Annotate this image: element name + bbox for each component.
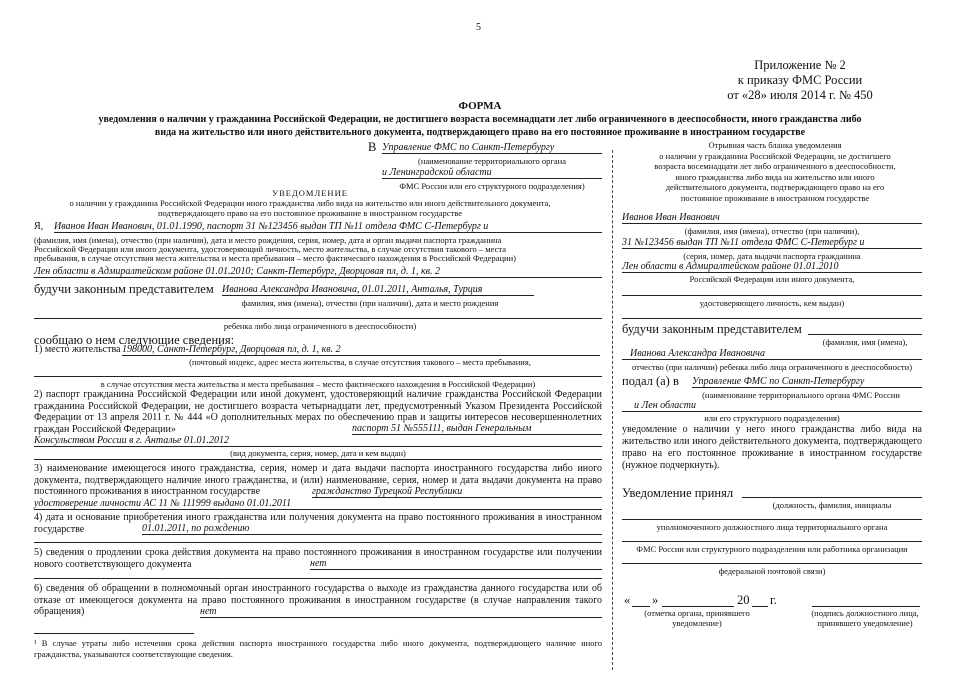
ya-caption-2: Российской Федерации или иного документа, удостоверяющий личность, место жительства, в случае отсутствия такового – места <box>34 244 507 254</box>
date-year-suffix: г. <box>770 593 777 607</box>
tear-heading-1: Отрывная часть бланка уведомления <box>708 140 842 150</box>
title-line2: вида на жительство или иного действительного документа, подтверждающего право на его постоянное проживание в иностранном государстве <box>154 127 806 138</box>
item4-text: 4) дата и основание приобретения иного гражданства или получения документа на право постоянного проживания в иностранном государстве <box>34 512 602 535</box>
ya-caption-3: пребывания, в случае отсутствия места жительства и места пребывания – место фактического нахождения в Российской Федерации) <box>34 253 516 263</box>
page-number: 5 <box>476 22 481 33</box>
appendix-line1: Приложение № 2 <box>754 58 846 72</box>
to-caption-2: ФМС России или его структурного подразделения) <box>399 181 585 191</box>
notice-subheading-2: подтверждающего право на его постоянное проживание в иностранном государстве <box>158 208 462 218</box>
to-field[interactable]: Управление ФМС по Санкт-Петербургу <box>382 142 602 154</box>
tear-heading-3: возраста восемнадцати лет либо ограниченного в дееспособности, <box>654 161 896 171</box>
rep-label: будучи законным представителем <box>34 282 214 296</box>
tear-submitted-field-2[interactable]: и Лен области <box>622 400 922 412</box>
report-label: сообщаю о нем следующие сведения: <box>34 333 235 347</box>
item2-text: 2) паспорт гражданина Российской Федерации или иной документ, удостоверяющий наличие гражданства Российской Федерации гражданина Российской Федерации, не достигшего возраста четырнадцати лет, предусмотренный Указом Президента Российской Федерации от 13 апреля 2011 г. № 444 «О дополнительных мерах по обеспечению прав и защиты интересов несовершеннолетних граждан Российской Федерации» <box>34 389 602 435</box>
tear-doc-line[interactable] <box>622 295 922 296</box>
rep-caption-1: фамилия, имя (имена), отчество (при наличии), дата и место рождения <box>241 298 499 308</box>
tear-doc-caption: (серия, номер, дата выдачи паспорта гражданина <box>683 251 861 261</box>
date-month-line[interactable] <box>662 606 734 607</box>
to-prefix: В <box>368 140 377 154</box>
tear-accepted-caption-3: ФМС России или структурного подразделения или работника организации <box>636 544 908 554</box>
footnote-separator <box>34 633 194 634</box>
ya-field[interactable]: Иванов Иван Иванович, 01.01.1990, паспорт 31 №123456 выдан ТП №11 отдела ФМС С-Петербург и <box>54 221 602 233</box>
tear-notice-text: уведомление о наличии у него иного гражданства либо вида на жительство или иного действительного документа, подтверждающего право на его постоянное проживание в иностранном государстве (нужное подчеркнуть). <box>622 424 922 471</box>
appendix-line2: к приказу ФМС России <box>737 73 863 87</box>
tear-doc-field[interactable]: 31 №123456 выдан ТП №11 отдела ФМС С-Петербург и <box>622 237 922 249</box>
tear-submitted-label: подал (а) в <box>622 374 679 388</box>
tear-rep-caption: (фамилия, имя (имена), <box>822 337 908 347</box>
date-day-line[interactable] <box>632 606 650 607</box>
title-line1: уведомления о наличии у гражданина Российской Федерации, не достигшего возраста восемнадцати лет либо ограниченного в дееспособности, иного гражданства либо <box>98 114 862 125</box>
item2-field-2[interactable]: Консульством России в г. Анталье 01.01.2012 <box>34 435 602 447</box>
rep-caption-2: ребенка либо лица ограниченного в дееспособности) <box>223 321 417 331</box>
tear-heading-4: иного гражданства либо вида на жительство или иного <box>675 171 875 182</box>
tear-rep-caption-2: отчество (при наличии) ребенка либо лица ограниченного в дееспособности) <box>631 362 913 372</box>
item3-text: 3) наименование имеющегося иного гражданства, серия, номер и дата выдачи паспорта иностранного государства либо иного документа, подтверждающего наличие иного гражданства, и (или) наименование, серия, номер и дата выдачи документа на право постоянного проживания в иностранном государстве <box>34 463 602 497</box>
ya-prefix: Я, <box>34 221 44 232</box>
stamp-caption <box>622 608 772 628</box>
to-field-2[interactable]: и Ленинградской области <box>382 167 602 179</box>
notice-subheading-1: о наличии у гражданина Российской Федерации иного гражданства либо вида на жительство или иного действительного документа, <box>69 198 551 208</box>
signature-line[interactable] <box>812 606 920 607</box>
tear-accepted-label: Уведомление принял <box>622 486 734 500</box>
item3-field-2[interactable]: удостоверение личности АС 11 № 111999 выдано 01.01.2011 <box>34 498 602 510</box>
date-year-line[interactable] <box>752 606 768 607</box>
item4-line[interactable] <box>34 542 602 543</box>
item5-text: 5) сведения о продлении срока действия документа на право постоянного проживания в иностранном государстве или получении нового соответствующего документа <box>34 547 602 570</box>
item6-field[interactable]: нет <box>200 606 602 618</box>
tear-accepted-line-2[interactable] <box>622 519 922 520</box>
item5-line[interactable] <box>34 578 602 579</box>
item4-field[interactable]: 01.01.2011, по рождению <box>142 523 602 535</box>
item1-field[interactable]: 198000, Санкт-Петербург, Дворцовая пл, д. 1, кв. 2 <box>122 344 600 356</box>
tear-doc-field-2[interactable]: Лен области в Адмиралтейском районе 01.01.2010 <box>622 261 922 273</box>
tear-heading-5: действительного документа, подтверждающего право на его <box>665 182 885 192</box>
sign-caption-2: принявшего уведомление) <box>817 618 913 628</box>
date-open-quote: « <box>624 593 631 607</box>
tear-doc-caption-3: удостоверяющего личность, кем выдан) <box>699 298 845 308</box>
tear-accepted-line-4[interactable] <box>622 563 922 564</box>
tear-accepted-line[interactable] <box>742 497 922 498</box>
item5-field[interactable]: нет <box>310 558 602 570</box>
tear-heading-2: о наличии у гражданина Российской Федерации, не достигшего <box>659 150 891 161</box>
ya-field-2[interactable]: Лен области в Адмиралтейском районе 01.01.2010; Санкт-Петербург, Дворцовая пл, д. 1, кв. 2 <box>34 266 602 278</box>
tear-accepted-caption-2: уполномоченного должностного лица территориального органа <box>656 522 888 532</box>
date-close-quote: » <box>652 593 659 607</box>
tear-name-field[interactable]: Иванов Иван Иванович <box>622 212 922 224</box>
stamp-caption-1: (отметка органа, принявшего <box>644 608 750 618</box>
tear-accepted-caption-1: (должность, фамилия, инициалы <box>772 500 892 510</box>
tear-accepted-caption-4: федеральной почтовой связи) <box>718 566 826 576</box>
tear-rep-line[interactable] <box>808 334 922 335</box>
item1-label: 1) место жительства <box>34 344 121 355</box>
tear-accepted-line-3[interactable] <box>622 541 922 542</box>
appendix-block <box>700 58 900 103</box>
date-year-prefix: 20 <box>737 593 750 607</box>
item2-field[interactable]: паспорт 51 №555111, выдан Генеральным <box>352 423 602 435</box>
item2-caption: (вид документа, серия, номер, дата и кем выдан) <box>230 448 406 458</box>
tear-rep-label: будучи законным представителем <box>622 322 802 336</box>
tear-heading <box>620 140 930 203</box>
tear-submitted-field[interactable]: Управление ФМС по Санкт-Петербургу <box>692 376 922 388</box>
stamp-caption-2: уведомление) <box>672 618 722 628</box>
tear-name-caption: (фамилия, имя (имена), отчество (при наличии), <box>684 226 860 236</box>
item3-field[interactable]: гражданство Турецкой Республики <box>312 486 602 498</box>
form-title <box>20 100 940 139</box>
tear-line <box>612 150 613 670</box>
tear-submitted-caption: (наименование территориального органа ФМС России <box>702 390 900 400</box>
ya-caption-1: (фамилия, имя (имена), отчество (при наличии), дата и место рождения, серия, номер, дата и орган выдачи паспорта гражданина <box>34 235 502 245</box>
rep-line[interactable] <box>34 318 602 319</box>
forma-label: ФОРМА <box>458 100 502 112</box>
tear-submitted-caption-2: или его структурного подразделения) <box>704 413 840 423</box>
tear-heading-6: постоянное проживание в иностранном государстве <box>680 192 870 203</box>
tear-doc-caption-2: Российской Федерации или иного документа, <box>689 274 855 284</box>
rep-field[interactable]: Иванова Александра Ивановича, 01.01.2011, Анталья, Турция <box>222 284 534 296</box>
sign-caption-1: (подпись должностного лица, <box>811 608 919 618</box>
item6-text: 6) сведения об обращении в полномочный орган иностранного государства о выходе из гражданства данного государства или об отказе от имеющегося документа на право постоянного проживания в иностранном государстве (в случае направления такого обращения) <box>34 583 602 617</box>
item1-line[interactable] <box>34 376 602 377</box>
tear-rep-field[interactable]: Иванова Александра Ивановича <box>622 348 922 360</box>
to-caption: (наименование территориального органа <box>417 156 566 166</box>
tear-blank-line[interactable] <box>622 318 922 319</box>
item1-caption-2: в случае отсутствия места жительства и места пребывания – место фактического нахождения в Российской Федерации) <box>100 379 536 389</box>
footnote: ¹ В случае утраты либо истечения срока действия паспорта иностранного государства либо иного документа, подтверждающего наличие иного гражданства, указываются соответствующие сведения. <box>34 638 602 659</box>
sign-caption <box>800 608 930 628</box>
item2-line[interactable] <box>34 459 602 460</box>
appendix-line3: от «28» июля 2014 г. № 450 <box>727 88 873 102</box>
item1-caption-1: (почтовый индекс, адрес места жительства, в случае отсутствия такового – места пребывания, <box>189 357 531 367</box>
notice-heading: УВЕДОМЛЕНИЕ <box>272 188 348 198</box>
